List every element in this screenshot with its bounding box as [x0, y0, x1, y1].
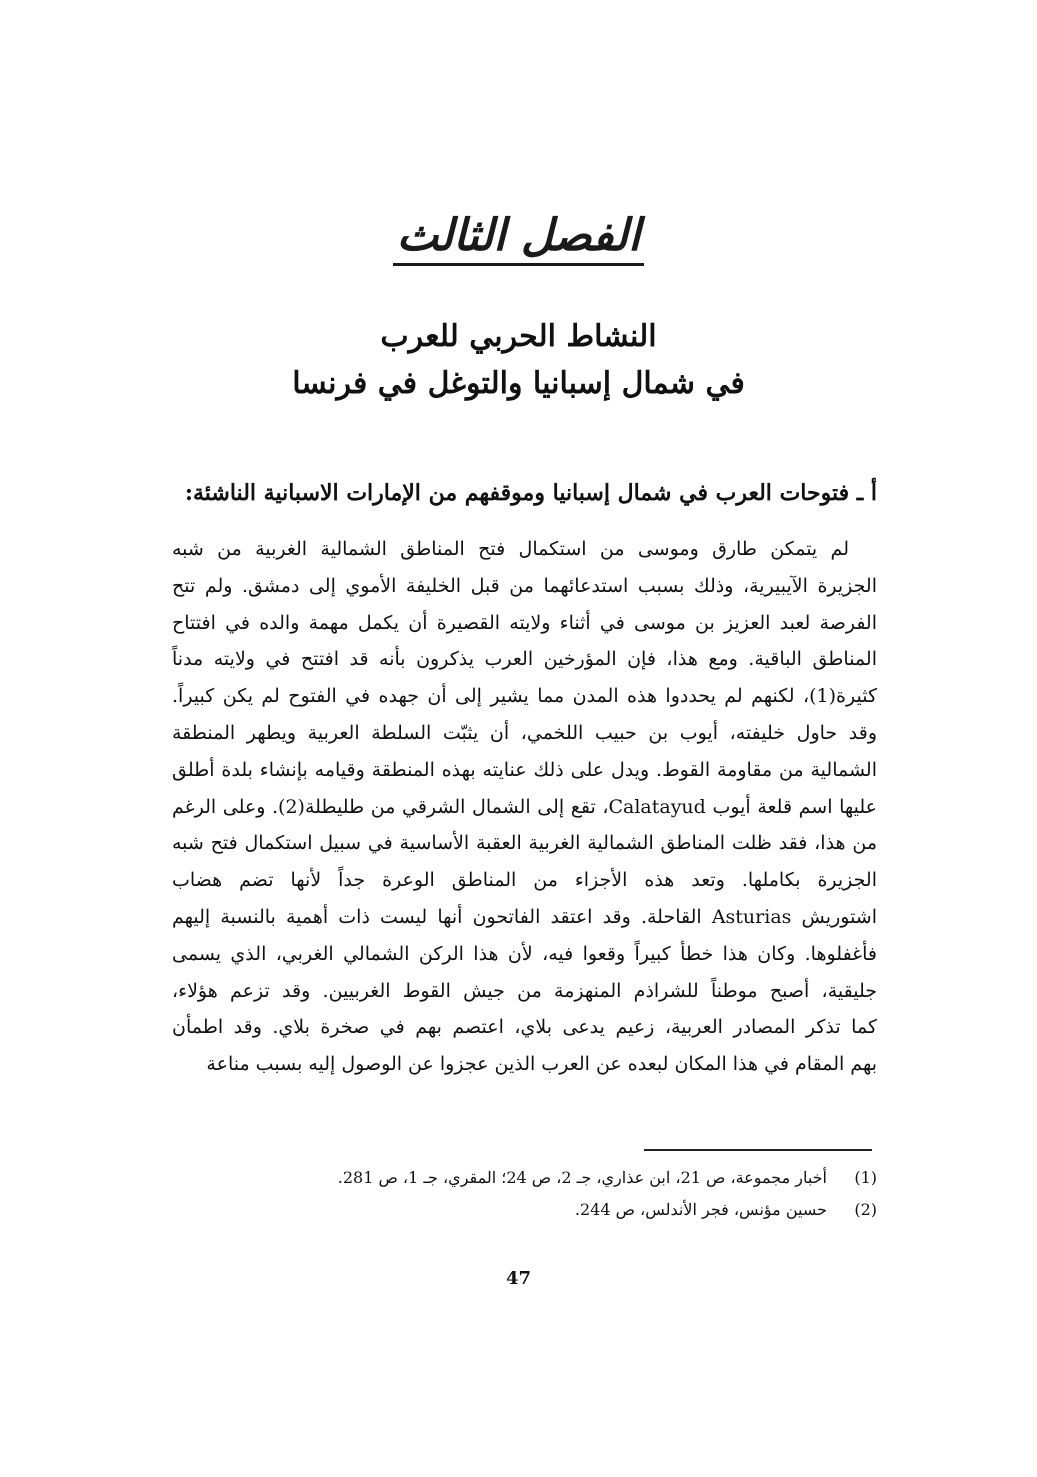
- body-line: كما تذكر المصادر العربية، زعيم يدعى بلاي، اعتصم بهم في صخرة بلاي. وقد اطمأن: [172, 1016, 877, 1039]
- body-line: الشمالية من مقاومة القوط. ويدل على ذلك عنايته بهذه المنطقة وقيامه بإنشاء بلدة أطلق: [172, 758, 877, 781]
- body-line: فأغفلوها. وكان هذا خطأ كبيراً وقعوا فيه، لأن هذا الركن الشمالي الغربي، الذي يسمى: [172, 942, 877, 965]
- body-line: جليقية، أصبح موطناً للشراذم المنهزمة من جيش القوط الغربيين. وقد تزعم هؤلاء،: [172, 979, 877, 1002]
- body-line: الفرصة لعبد العزيز بن موسى في أثناء ولايته القصيرة أن يكمل مهمة والده في افتتاح: [172, 611, 877, 634]
- page-number: 47: [505, 1268, 532, 1289]
- body-line: لم يتمكن طارق وموسى من استكمال فتح المناطق الشمالية الغربية من شبه: [172, 538, 849, 560]
- body-line: وقد حاول خليفته، أيوب بن حبيب اللخمي، أن يثبّت السلطة العربية ويطهر المنطقة: [172, 721, 877, 744]
- footnote-divider: [644, 1149, 872, 1151]
- body-line: كثيرة(1)، لكنهم لم يحددوا هذه المدن مما يشير إلى أن جهده في الفتوح لم يكن كبيراً.: [172, 685, 877, 708]
- footnote-text: حسين مؤنس، فجر الأندلس، ص 244.: [574, 1200, 827, 1219]
- body-line: من هذا، فقد ظلت المناطق الشمالية الغربية العقبة الأساسية في سبيل استكمال فتح شبه: [172, 832, 877, 855]
- body-line: الجزيرة بكاملها. وتعد هذه الأجزاء من المناطق الوعرة جداً لأنها تضم هضاب: [172, 869, 877, 892]
- footnote-text: أخبار مجموعة، ص 21، ابن عذاري، جـ 2، ص 24؛ المقري، جـ 1، ص 281.: [337, 1168, 827, 1187]
- footnote-number: (1): [854, 1168, 877, 1187]
- body-line: الجزيرة الآيبيرية، وذلك بسبب استدعائهما من قبل الخليفة الأموي إلى دمشق. ولم تتح: [172, 574, 877, 597]
- footnote-number: (2): [854, 1200, 877, 1219]
- footnote-2: [172, 1197, 877, 1223]
- chapter-label: [0, 208, 1037, 264]
- body-line: عليها اسم قلعة أيوب Calatayud، تقع إلى الشمال الشرقي من طليطلة(2). وعلى الرغم: [172, 795, 877, 818]
- chapter-title-line-2: في شمال إسبانيا والتوغل في فرنسا: [292, 366, 745, 401]
- body-line: اشتوريش Asturias القاحلة. وقد اعتقد الفاتحون أنها ليست ذات أهمية بالنسبة إليهم: [172, 905, 877, 928]
- body-line: بهم المقام في هذا المكان لبعده عن العرب الذين عجزوا عن الوصول إليه بسبب مناعة: [206, 1053, 877, 1076]
- chapter-label-text: الفصل الثالث: [393, 210, 645, 266]
- section-heading: أ ـ فتوحات العرب في شمال إسبانيا وموقفهم من الإمارات الاسبانية الناشئة:: [184, 480, 877, 506]
- chapter-title-line-1: النشاط الحربي للعرب: [380, 319, 657, 354]
- footnote-1: [172, 1165, 877, 1191]
- body-text: [172, 531, 877, 1083]
- body-line: المناطق الباقية. ومع هذا، فإن المؤرخين العرب يذكرون بأنه قد افتتح في ولايته مدناً: [172, 648, 877, 671]
